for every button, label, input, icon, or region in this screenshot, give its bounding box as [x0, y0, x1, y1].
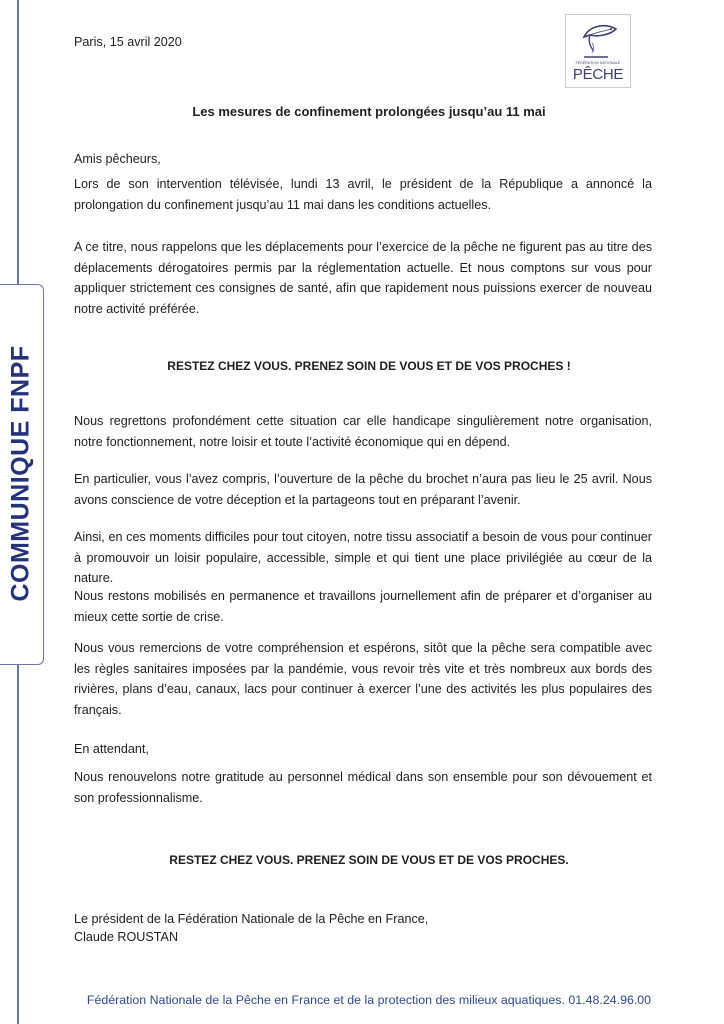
paragraph: En particulier, vous l’avez compris, l’ouverture de la pêche du brochet n’aura pas lieu le 25 avril. Nous avons conscience de votre déception et la partageons tout en préparant l’avenir. [74, 472, 652, 507]
side-label-text: COMMUNIQUE FNPF [6, 345, 35, 602]
paragraph: Nous renouvelons notre gratitude au personnel médical dans son ensemble pour son dévouement et son professionnalisme. [74, 770, 652, 805]
side-label [3, 287, 39, 660]
fnpf-logo [565, 14, 631, 88]
logo-wordmark: PÊCHE [572, 66, 624, 83]
fish-icon [576, 17, 620, 61]
signature-title: Le président de la Fédération Nationale de la Pêche en France, [74, 912, 429, 926]
paragraph: Ainsi, en ces moments difficiles pour tout citoyen, notre tissu associatif a besoin de vous pour continuer à promouvoir un loisir populaire, accessible, simple et qui tient une place privilégiée au cœur de la nature. [74, 530, 652, 585]
side-rule-top [17, 0, 19, 284]
paragraph: Nous vous remercions de votre compréhension et espérons, sitôt que la pêche sera compatible avec les règles sanitaires imposées par la pandémie, vous revoir très vite et très nombreux aux bords des rivières, plans d’eau, canaux, lacs pour continuer à exercer l’une des activités les plus populaires des français. [74, 641, 652, 717]
paragraph: A ce titre, nous rappelons que les déplacements pour l’exercice de la pêche ne figurent pas au titre des déplacements dérogatoires permis par la réglementation actuelle. Et nous comptons sur vous pour appliquer strictement ces consignes de santé, afin que rapidement nous puissions exercer de nouveau notre activité préférée. [74, 240, 652, 316]
greeting: Amis pêcheurs, [74, 152, 161, 166]
paragraph: Lors de son intervention télévisée, lundi 13 avril, le président de la République a annoncé la prolongation du confinement jusqu’au 11 mai dans les conditions actuelles. [74, 177, 652, 212]
logo-subtitle: FÉDÉRATION NATIONALE [575, 61, 621, 65]
footer-contact: Fédération Nationale de la Pêche en France et de la protection des milieux aquatiques. 01.48.24.96.00 [86, 993, 652, 1007]
paragraph: Nous regrettons profondément cette situation car elle handicape singulièrement notre organisation, notre fonctionnement, notre loisir et toute l’activité économique qui en dépend. [74, 414, 652, 449]
signature-name: Claude ROUSTAN [74, 930, 179, 944]
paragraph: En attendant, [74, 742, 149, 756]
slogan-closing: RESTEZ CHEZ VOUS. PRENEZ SOIN DE VOUS ET DE VOS PROCHES. [169, 853, 569, 867]
letter-title: Les mesures de confinement prolongées jusqu’au 11 mai [192, 104, 546, 119]
side-rule-bottom [17, 664, 19, 1024]
slogan: RESTEZ CHEZ VOUS. PRENEZ SOIN DE VOUS ET DE VOS PROCHES ! [167, 359, 571, 373]
letter-date: Paris, 15 avril 2020 [74, 35, 182, 49]
paragraph: Nous restons mobilisés en permanence et travaillons journellement afin de préparer et d’organiser au mieux cette sortie de crise. [74, 589, 652, 624]
